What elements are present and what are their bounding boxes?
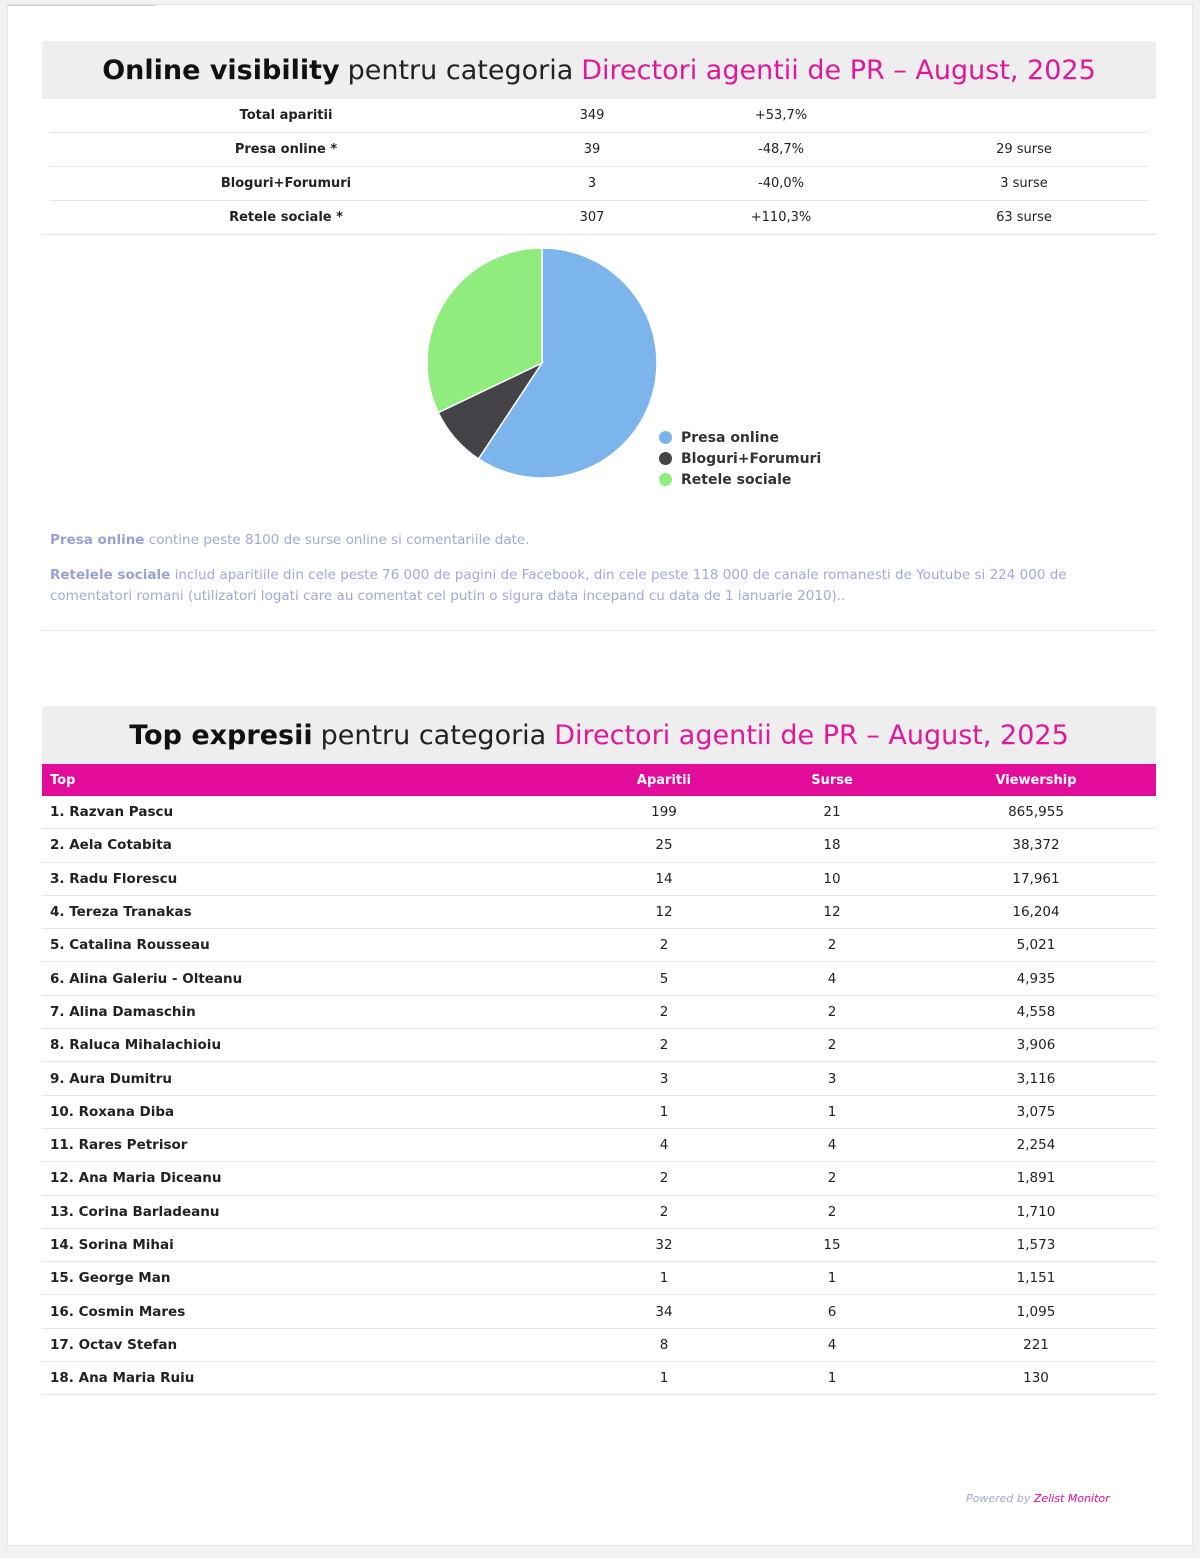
row-surse: 2 xyxy=(748,929,916,962)
divider xyxy=(42,630,1156,631)
row-surse: 1 xyxy=(748,1262,916,1295)
row-name: 7. Alina Damaschin xyxy=(42,995,580,1028)
top-title xyxy=(42,706,1156,764)
row-surse: 3 xyxy=(748,1062,916,1095)
note-presa xyxy=(42,530,1156,551)
row-surse: 15 xyxy=(748,1228,916,1261)
top-title-accent: Directori agentii de PR – August, 2025 xyxy=(554,719,1069,751)
row-surse: 2 xyxy=(748,1029,916,1062)
header-viewership: Viewership xyxy=(916,764,1156,796)
row-aparitii: 2 xyxy=(580,1195,748,1228)
row-value: 349 xyxy=(522,99,662,133)
row-aparitii: 1 xyxy=(580,1362,748,1395)
row-name: 8. Raluca Mihalachioiu xyxy=(42,1029,580,1062)
row-name: 18. Ana Maria Ruiu xyxy=(42,1362,580,1395)
table-row xyxy=(42,1128,1156,1161)
row-value: 39 xyxy=(522,133,662,167)
row-aparitii: 12 xyxy=(580,895,748,928)
row-viewership: 1,710 xyxy=(916,1195,1156,1228)
row-aparitii: 34 xyxy=(580,1295,748,1328)
row-viewership: 865,955 xyxy=(916,796,1156,829)
table-row xyxy=(42,1328,1156,1361)
row-viewership: 1,891 xyxy=(916,1162,1156,1195)
pie-chart xyxy=(42,235,1156,510)
chart-legend xyxy=(659,427,821,490)
table-row xyxy=(42,1262,1156,1295)
row-value: 3 xyxy=(522,167,662,201)
row-viewership: 38,372 xyxy=(916,829,1156,862)
row-surse: 2 xyxy=(748,1195,916,1228)
footer-prefix: Powered by xyxy=(966,1492,1031,1505)
row-name: 10. Roxana Diba xyxy=(42,1095,580,1128)
row-viewership: 1,151 xyxy=(916,1262,1156,1295)
row-aparitii: 2 xyxy=(580,1029,748,1062)
row-viewership: 130 xyxy=(916,1362,1156,1395)
note-retele-bold: Retelele sociale xyxy=(50,567,171,583)
row-sources: 63 surse xyxy=(996,210,1052,225)
table-row xyxy=(42,1195,1156,1228)
row-viewership: 3,075 xyxy=(916,1095,1156,1128)
table-row xyxy=(42,995,1156,1028)
row-viewership: 3,116 xyxy=(916,1062,1156,1095)
table-row xyxy=(42,929,1156,962)
row-aparitii: 8 xyxy=(580,1328,748,1361)
note-retele xyxy=(42,565,1156,607)
pie-chart-svg xyxy=(428,247,682,501)
row-name: 16. Cosmin Mares xyxy=(42,1295,580,1328)
legend-item[interactable] xyxy=(659,427,821,448)
row-viewership: 4,558 xyxy=(916,995,1156,1028)
row-label: Bloguri+Forumuri xyxy=(50,167,522,201)
row-viewership: 221 xyxy=(916,1328,1156,1361)
top-divider xyxy=(8,5,156,6)
row-name: 2. Aela Cotabita xyxy=(42,829,580,862)
row-sources xyxy=(900,99,1148,133)
legend-dot xyxy=(659,473,672,486)
legend-label: Bloguri+Forumuri xyxy=(681,450,822,467)
row-sources: 3 surse xyxy=(900,167,1148,201)
row-name: 17. Octav Stefan xyxy=(42,1328,580,1361)
row-sources: 29 surse xyxy=(900,133,1148,167)
table-row xyxy=(42,829,1156,862)
row-change: +53,7% xyxy=(662,99,900,133)
row-name: 11. Rares Petrisor xyxy=(42,1128,580,1161)
row-surse: 2 xyxy=(748,1162,916,1195)
legend-dot xyxy=(659,431,672,444)
row-viewership: 1,095 xyxy=(916,1295,1156,1328)
row-surse: 18 xyxy=(748,829,916,862)
note-retele-text: includ aparitiile din cele peste 76 000 de pagini de Facebook, din cele peste 118 000 de canale romanesti de Youtube si 224 000 de comentatori romani (utilizatori logati care au comentat cel putin o sigura data incepand cu data de 1 ianuarie 2010).. xyxy=(50,567,1067,604)
row-aparitii: 32 xyxy=(580,1228,748,1261)
table-row xyxy=(42,862,1156,895)
row-aparitii: 2 xyxy=(580,929,748,962)
visibility-title-bold: Online visibility xyxy=(102,54,340,86)
row-name: 12. Ana Maria Diceanu xyxy=(42,1162,580,1195)
row-name: 15. George Man xyxy=(42,1262,580,1295)
visibility-title-accent: Directori agentii de PR – August, 2025 xyxy=(581,54,1096,86)
table-row xyxy=(42,796,1156,829)
row-name: 14. Sorina Mihai xyxy=(42,1228,580,1261)
row-viewership: 16,204 xyxy=(916,895,1156,928)
row-surse: 4 xyxy=(748,1128,916,1161)
legend-label: Retele sociale xyxy=(681,471,792,488)
row-name: 13. Corina Barladeanu xyxy=(42,1195,580,1228)
row-name: 9. Aura Dumitru xyxy=(42,1062,580,1095)
legend-dot xyxy=(659,452,672,465)
row-surse: 1 xyxy=(748,1095,916,1128)
top-section xyxy=(42,706,1156,1395)
visibility-row xyxy=(50,133,1148,167)
row-aparitii: 2 xyxy=(580,995,748,1028)
table-row xyxy=(42,1295,1156,1328)
legend-item[interactable] xyxy=(659,469,821,490)
note-presa-bold: Presa online xyxy=(50,532,145,548)
row-label: Presa online * xyxy=(50,133,522,167)
table-row xyxy=(42,1362,1156,1395)
note-presa-text: contine peste 8100 de surse online si comentariile date. xyxy=(148,532,530,548)
top-table-header xyxy=(42,764,1156,796)
row-change: -48,7% xyxy=(662,133,900,167)
top-title-bold: Top expresii xyxy=(129,719,313,751)
footer-brand: Zelist Monitor xyxy=(1033,1492,1110,1505)
row-aparitii: 4 xyxy=(580,1128,748,1161)
row-viewership: 1,573 xyxy=(916,1228,1156,1261)
row-aparitii: 25 xyxy=(580,829,748,862)
row-surse: 12 xyxy=(748,895,916,928)
row-surse: 1 xyxy=(748,1362,916,1395)
row-value: 307 xyxy=(579,210,605,225)
row-name: 4. Tereza Tranakas xyxy=(42,895,580,928)
row-surse: 4 xyxy=(748,1328,916,1361)
row-surse: 2 xyxy=(748,995,916,1028)
row-aparitii: 2 xyxy=(580,1162,748,1195)
top-title-mid: pentru categoria xyxy=(320,719,547,751)
row-aparitii: 14 xyxy=(580,862,748,895)
row-viewership: 2,254 xyxy=(916,1128,1156,1161)
row-change: +110,3% xyxy=(750,210,812,225)
visibility-row xyxy=(50,167,1148,201)
row-surse: 4 xyxy=(748,962,916,995)
visibility-title xyxy=(42,41,1156,99)
row-surse: 10 xyxy=(748,862,916,895)
row-aparitii: 199 xyxy=(580,796,748,829)
visibility-row xyxy=(50,201,1148,235)
row-name: 3. Radu Florescu xyxy=(42,862,580,895)
row-surse: 6 xyxy=(748,1295,916,1328)
row-aparitii: 1 xyxy=(580,1262,748,1295)
visibility-section xyxy=(42,41,1156,631)
visibility-title-mid: pentru categoria xyxy=(347,54,574,86)
header-surse: Surse xyxy=(748,764,916,796)
header-aparitii: Aparitii xyxy=(580,764,748,796)
row-name: 1. Razvan Pascu xyxy=(42,796,580,829)
row-aparitii: 5 xyxy=(580,962,748,995)
row-name: 5. Catalina Rousseau xyxy=(42,929,580,962)
row-change: -40,0% xyxy=(662,167,900,201)
row-label: Retele sociale * xyxy=(229,210,343,225)
table-row xyxy=(42,1095,1156,1128)
visibility-row xyxy=(50,99,1148,133)
row-aparitii: 3 xyxy=(580,1062,748,1095)
row-viewership: 5,021 xyxy=(916,929,1156,962)
row-viewership: 17,961 xyxy=(916,862,1156,895)
table-row xyxy=(42,1062,1156,1095)
top-table xyxy=(42,764,1156,1395)
header-top: Top xyxy=(42,764,580,796)
table-row xyxy=(42,1162,1156,1195)
row-label: Total aparitii xyxy=(50,99,522,133)
report-page xyxy=(7,4,1193,1546)
table-row xyxy=(42,1228,1156,1261)
row-viewership: 3,906 xyxy=(916,1029,1156,1062)
legend-item[interactable] xyxy=(659,448,821,469)
table-row xyxy=(42,895,1156,928)
table-row xyxy=(42,1029,1156,1062)
footer-credit xyxy=(966,1492,1110,1505)
legend-label: Presa online xyxy=(681,429,779,446)
table-row xyxy=(42,962,1156,995)
visibility-table xyxy=(50,99,1148,234)
row-name: 6. Alina Galeriu - Olteanu xyxy=(42,962,580,995)
row-aparitii: 1 xyxy=(580,1095,748,1128)
row-surse: 21 xyxy=(748,796,916,829)
row-viewership: 4,935 xyxy=(916,962,1156,995)
